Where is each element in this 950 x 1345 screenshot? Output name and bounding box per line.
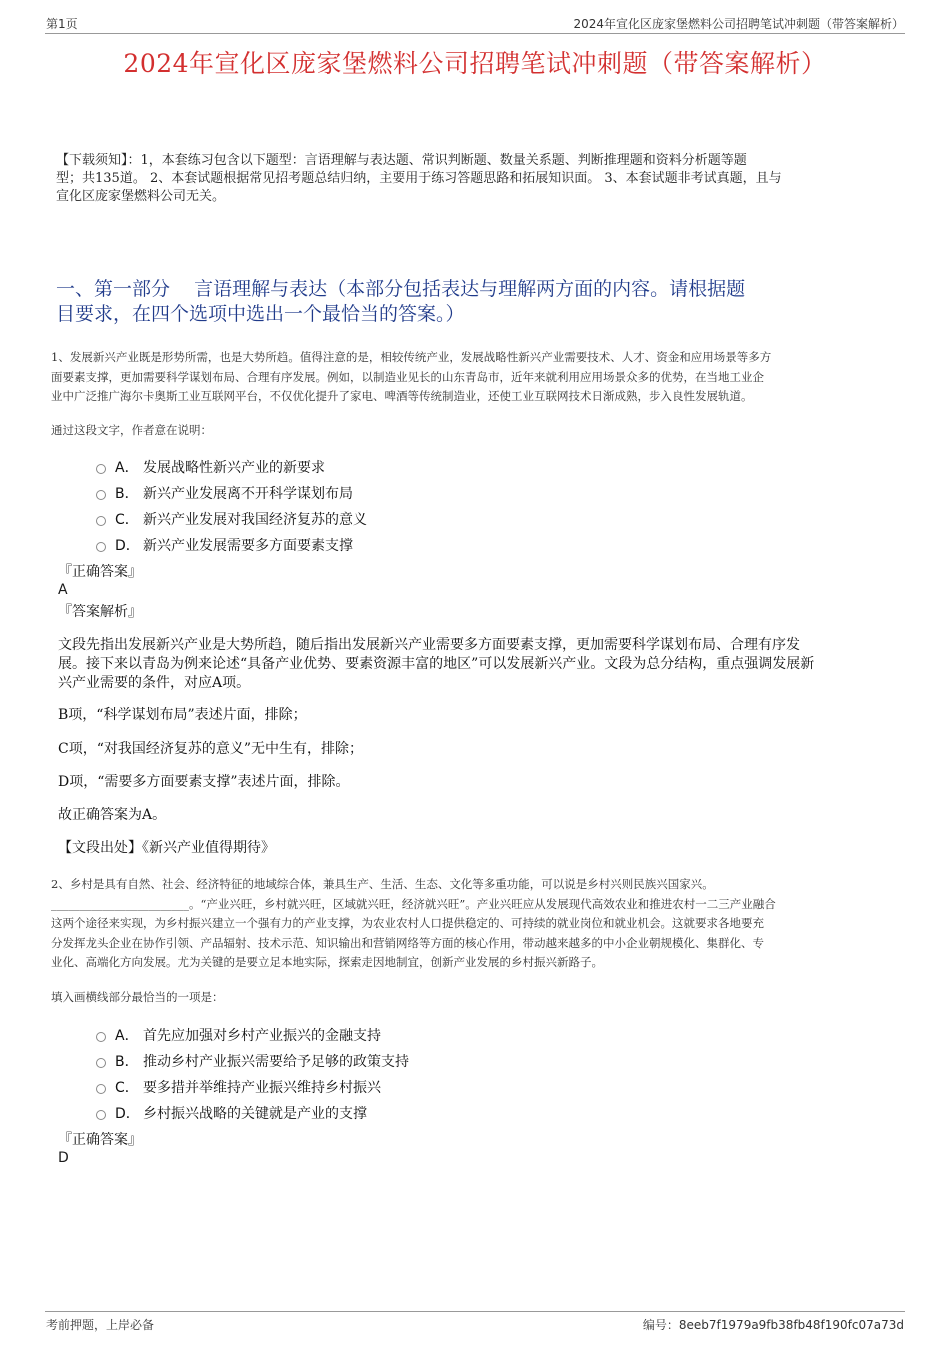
question-2-prompt: 填入画横线部分最恰当的一项是： [51, 990, 224, 1004]
stem-line: 这两个途径来实现，为乡村振兴建立一个强有力的产业支撑，为农业农村人口提供稳定的、可持续的就业岗位和就业机会。这就要求各地要充 [51, 916, 764, 930]
option-letter: D． [115, 1106, 140, 1122]
stem-line: ________________________。“产业兴旺，乡村就兴旺，区域就兴旺，经济就兴旺”。产业兴旺应从发展现代高效农业和推进农村一二三产业融合 [51, 896, 776, 911]
option-text: 要多措并举维持产业振兴维持乡村振兴 [143, 1080, 381, 1096]
q1-option-c[interactable] [96, 509, 367, 529]
radio-icon[interactable] [96, 516, 106, 526]
q2-answer-value: D [58, 1150, 69, 1166]
question-1-stem [51, 348, 901, 407]
notice-line-3: 宣化区庞家堡燃料公司无关。 [56, 189, 226, 204]
footer-code [643, 1316, 904, 1333]
page-title: 2024年宣化区庞家堡燃料公司招聘笔试冲刺题（带答案解析） [123, 49, 827, 78]
notice-line-1: 【下载须知】：1，本套练习包含以下题型：言语理解与表达题、常识判断题、数量关系题、判断推理题和资料分析题等题 [56, 153, 747, 168]
option-text: 新兴产业发展需要多方面要素支撑 [143, 538, 353, 554]
section-heading [56, 277, 906, 327]
option-letter: D． [115, 538, 140, 554]
stem-line: 1、发展新兴产业既是形势所需，也是大势所趋。值得注意的是，相较传统产业，发展战略性新兴产业需要技术、人才、资金和应用场景等多方 [51, 350, 772, 364]
q1-note-d: D项，“需要多方面要素支撑”表述片面，排除。 [58, 774, 350, 790]
q1-answer-label: 『正确答案』 [58, 564, 142, 580]
q1-source: 【文段出处】《新兴产业值得期待》 [58, 840, 275, 856]
header-rule [45, 33, 905, 34]
q1-note-b: B项，“科学谋划布局”表述片面，排除； [58, 707, 307, 723]
q1-option-b[interactable] [96, 483, 353, 503]
q1-option-a[interactable] [96, 457, 325, 477]
question-2-stem [51, 875, 901, 973]
q1-option-d[interactable] [96, 535, 353, 555]
analysis-line: 展。接下来以青岛为例来论述“具备产业优势、要素资源丰富的地区”可以发展新兴产业。文段为总分结构，重点强调发展新 [58, 656, 815, 672]
option-text: 新兴产业发展对我国经济复苏的意义 [143, 512, 367, 528]
q2-option-a[interactable] [96, 1025, 381, 1045]
footer-rule [45, 1311, 905, 1312]
section-heading-line-2: 目要求，在四个选项中选出一个最恰当的答案。） [56, 303, 465, 325]
q1-answer-value: A [58, 582, 68, 598]
stem-line: 2、乡村是具有自然、社会、经济特征的地域综合体，兼具生产、生活、生态、文化等多重功能，可以说是乡村兴则民族兴国家兴。 [51, 877, 714, 891]
radio-icon[interactable] [96, 1084, 106, 1094]
radio-icon[interactable] [96, 1058, 106, 1068]
option-letter: A． [115, 1028, 139, 1044]
radio-icon[interactable] [96, 1110, 106, 1120]
question-1-prompt: 通过这段文字，作者意在说明： [51, 423, 212, 437]
footer-code-label: 编号： [642, 1318, 679, 1332]
option-text: 发展战略性新兴产业的新要求 [143, 460, 325, 476]
option-letter: B． [115, 1054, 139, 1070]
stem-line: 分发挥龙头企业在协作引领、产品辐射、技术示范、知识输出和营销网络等方面的核心作用，带动越来越多的中小企业朝规模化、集群化、专 [51, 935, 764, 950]
footer-slogan: 考前押题，上岸必备 [46, 1318, 155, 1332]
q2-answer-label: 『正确答案』 [58, 1132, 142, 1148]
q2-option-d[interactable] [96, 1103, 367, 1123]
download-notice [56, 152, 906, 206]
option-letter: A． [115, 460, 139, 476]
radio-icon[interactable] [96, 490, 106, 500]
analysis-line: 文段先指出发展新兴产业是大势所趋，随后指出发展新兴产业需要多方面要素支撑，更加需要科学谋划布局、合理有序发 [58, 637, 800, 653]
section-heading-line-1: 一、第一部分 言语理解与表达（本部分包括表达与理解两方面的内容。请根据题 [56, 278, 746, 300]
stem-line: 面要素支撑，更加需要科学谋划布局、合理有序发展。例如，以制造业见长的山东青岛市，近年来就利用应用场景众多的优势，在当地工业企 [51, 369, 764, 384]
page-number: 第1页 [46, 17, 78, 31]
stem-line: 业中广泛推广海尔卡奥斯工业互联网平台，不仅优化提升了家电、啤酒等传统制造业，还使工业互联网技术日渐成熟，步入良性发展轨道。 [51, 389, 753, 403]
option-text: 推动乡村产业振兴需要给予足够的政策支持 [143, 1054, 409, 1070]
option-text: 新兴产业发展离不开科学谋划布局 [143, 486, 353, 502]
q1-analysis [58, 636, 894, 693]
radio-icon[interactable] [96, 464, 106, 474]
option-text: 乡村振兴战略的关键就是产业的支撑 [143, 1106, 367, 1122]
q1-note-c: C项，“对我国经济复苏的意义”无中生有，排除； [58, 741, 364, 757]
footer-code-value: 8eeb7f1979a9fb38fb48f190fc07a73d [678, 1318, 904, 1332]
radio-icon[interactable] [96, 1032, 106, 1042]
header-doc-title: 2024年宣化区庞家堡燃料公司招聘笔试冲刺题（带答案解析） [573, 17, 904, 31]
q2-option-b[interactable] [96, 1051, 409, 1071]
q2-option-c[interactable] [96, 1077, 381, 1097]
radio-icon[interactable] [96, 542, 106, 552]
analysis-line: 兴产业需要的条件，对应A项。 [58, 675, 251, 691]
option-letter: C． [115, 1080, 139, 1096]
q1-conclusion: 故正确答案为A。 [58, 807, 167, 823]
option-text: 首先应加强对乡村产业振兴的金融支持 [143, 1028, 381, 1044]
notice-line-2: 型；共135道。 2、本套试题根据常见招考题总结归纳，主要用于练习答题思路和拓展知识面。 3、本套试题非考试真题，且与 [56, 171, 782, 186]
q1-analysis-label: 『答案解析』 [58, 604, 142, 620]
stem-line: 业化、高端化方向发展。尤为关键的是要立足本地实际，探索走因地制宜，创新产业发展的乡村振兴新路子。 [51, 955, 603, 969]
option-letter: B． [115, 486, 139, 502]
option-letter: C． [115, 512, 139, 528]
